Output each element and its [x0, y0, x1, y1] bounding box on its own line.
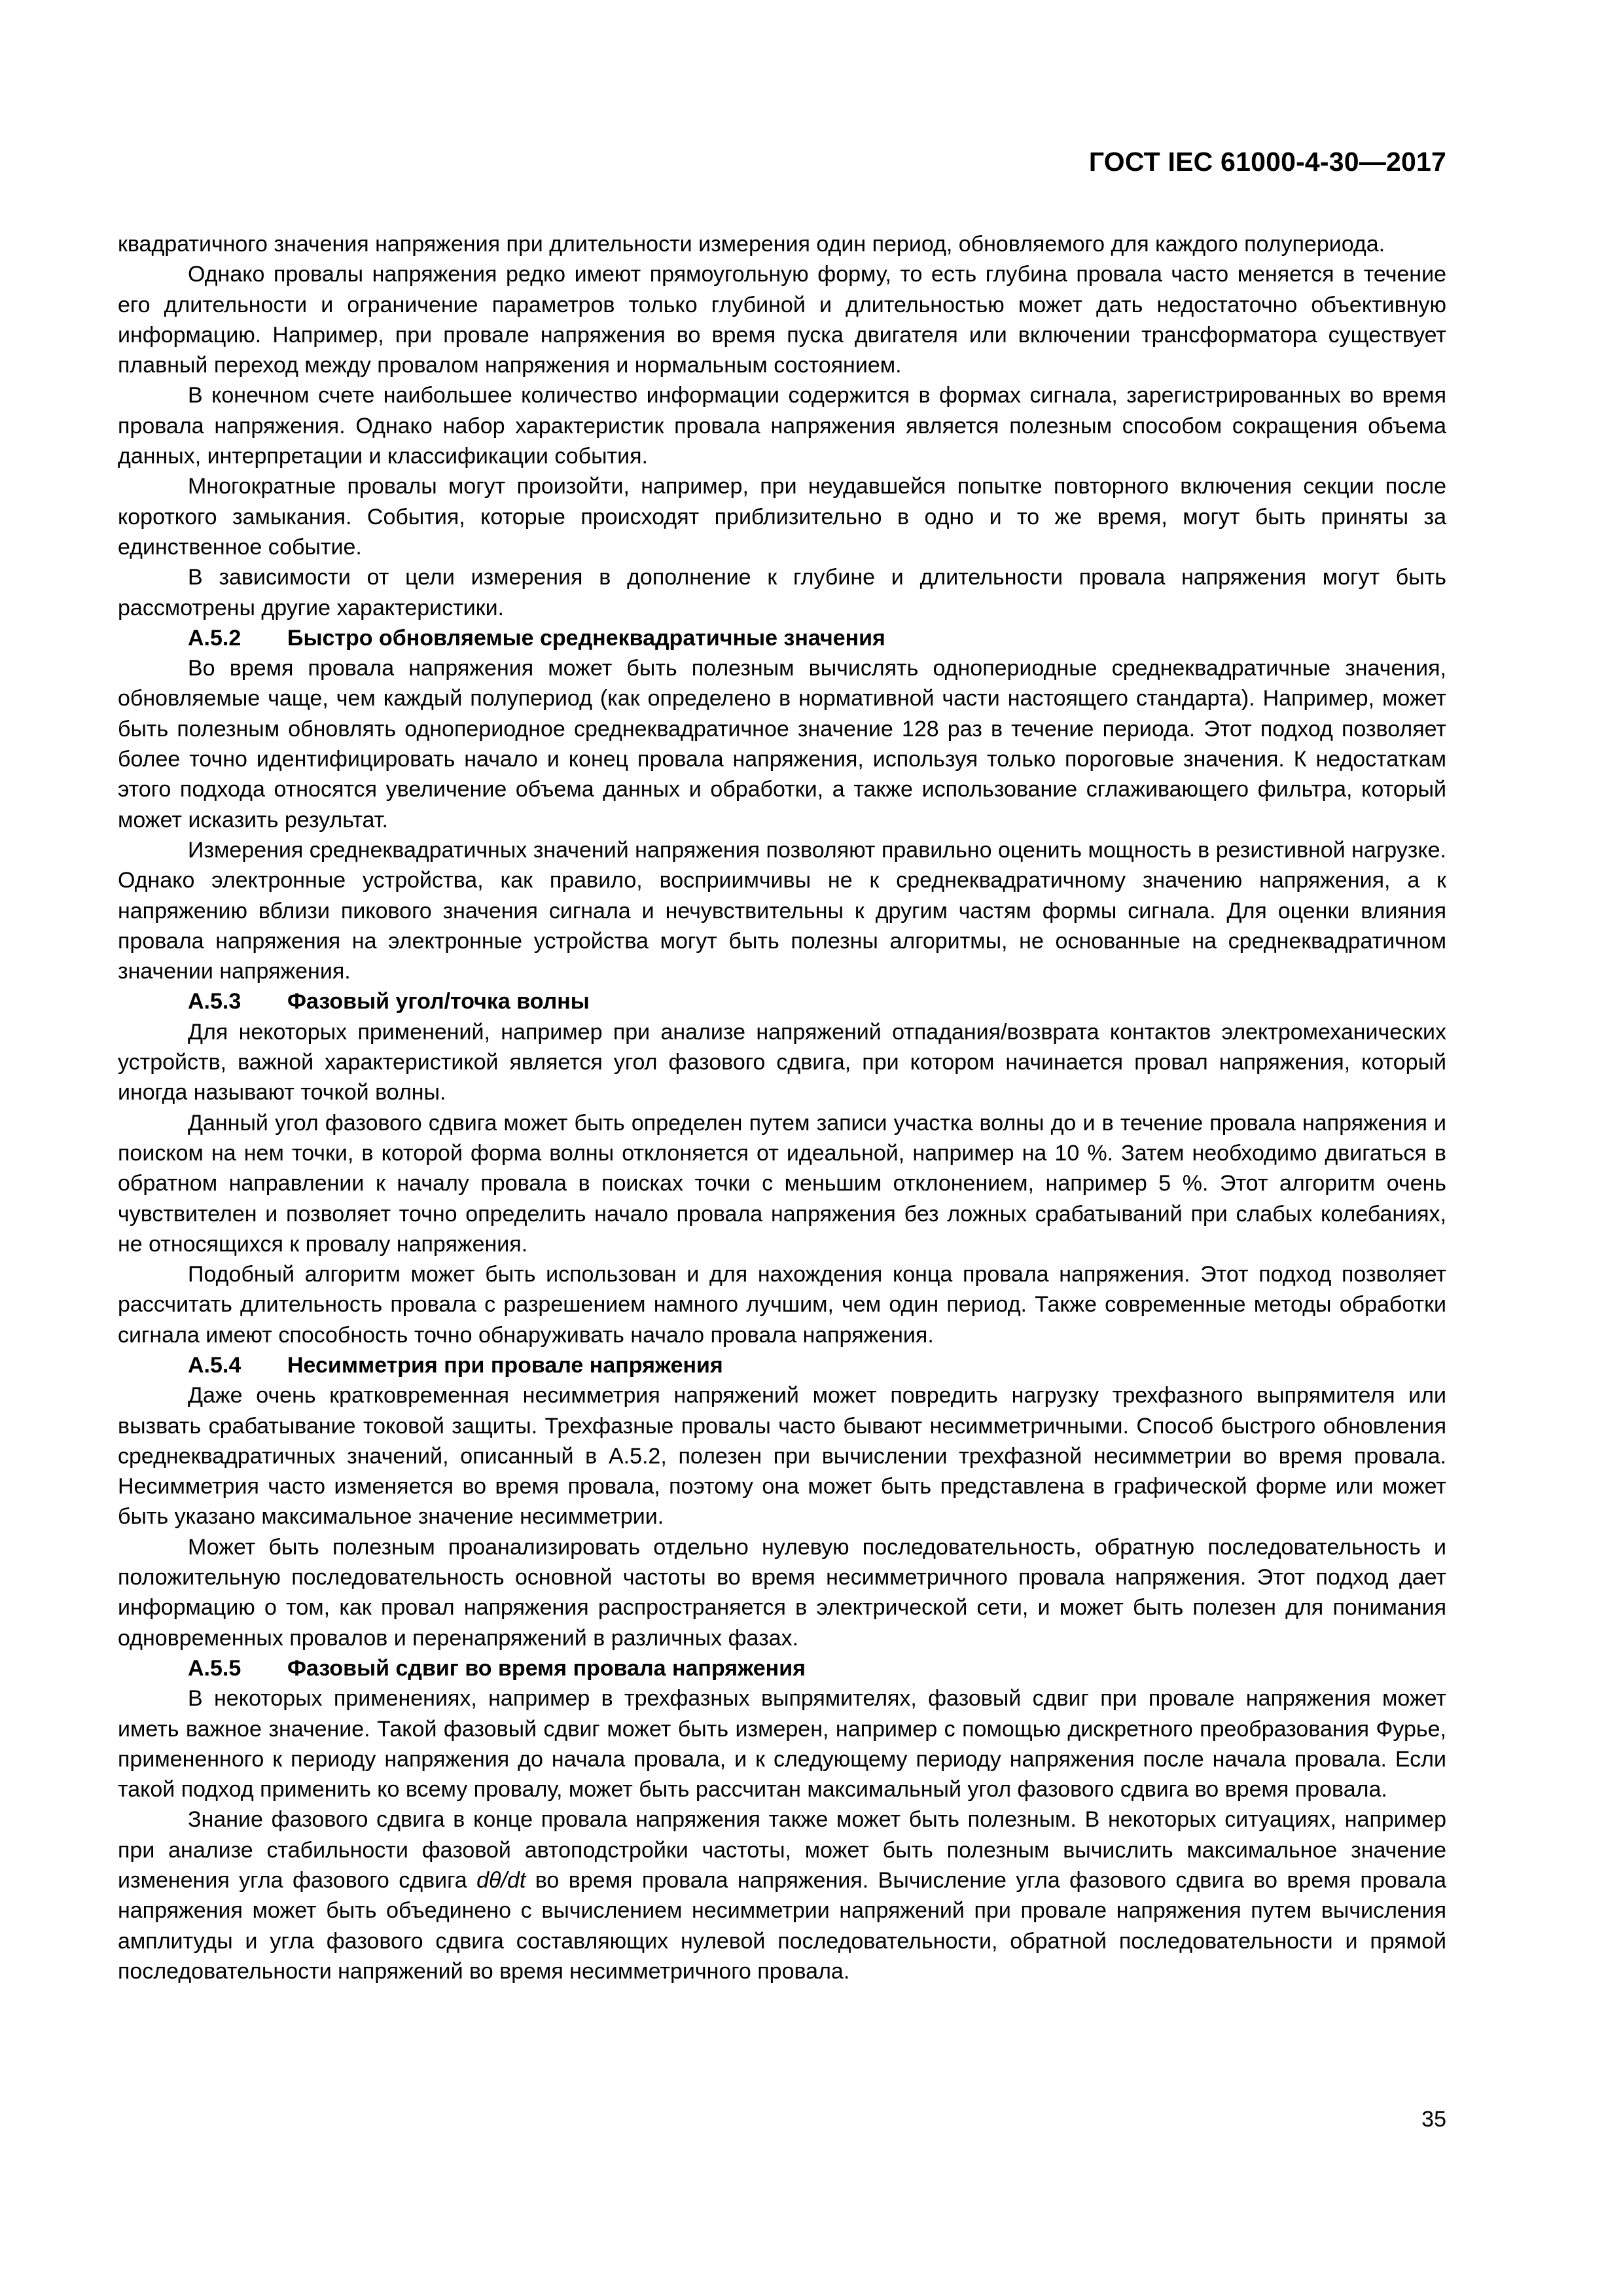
formula-dtheta-dt: dθ/dt: [476, 1868, 526, 1893]
paragraph: Для некоторых применений, например при анализе напряжений отпадания/возврата контактов электромеханических устройств, важной характеристикой является угол фазового сдвига, при котором начинается провал напряжения, который иногда называют точкой волны.: [118, 1019, 1446, 1105]
paragraph: Во время провала напряжения может быть полезным вычислять однопериодные среднеквадратичные значения, обновляемые чаще, чем каждый полупериод (как определено в нормативной части настоящего стандарта). Например, может быть полезным обновлять однопериодное среднеквадратичное значение 128 раз в течение периода. Этот подход позволяет более точно идентифицировать начало и конец провала напряжения, используя только пороговые значения. К недостаткам этого подхода относятся увеличение объема данных и обработки, а также использование сглаживающего фильтра, который может исказить результат.: [118, 656, 1446, 833]
paragraph-text: Знание фазового сдвига в конце провала напряжения также может быть полезным. В некоторых ситуациях, например при анализе стабильности фазовой автоподстройки частоты, может быть полезным вычислить максимальное значение изменения угла фазового сдвига: [118, 1807, 1446, 1893]
section-number: А.5.5: [188, 1655, 241, 1681]
paragraph: Даже очень кратковременная несимметрия напряжений может повредить нагрузку трехфазного выпрямителя или вызвать срабатывание токовой защиты. Трехфазные провалы часто бывают несимметричными. Способ быстрого обновления среднеквадратичных значений, описанный в А.5.2, полезен при вычислении трехфазной несимметрии во время провала. Несимметрия часто изменяется во время провала, поэтому она может быть представлена в графической форме или может быть указано максимальное значение несимметрии.: [118, 1383, 1446, 1530]
section-heading-a54: [118, 1350, 1446, 1380]
section-title: Быстро обновляемые среднеквадратичные значения: [287, 625, 885, 651]
paragraph: Может быть полезным проанализировать отдельно нулевую последовательность, обратную последовательность и положительную последовательность основной частоты во время несимметричного провала напряжения. Этот подход дает информацию о том, как провал напряжения распространяется в электрической сети, и может быть полезен для понимания одновременных провалов и перенапряжений в различных фазах.: [118, 1534, 1446, 1651]
paragraph: Измерения среднеквадратичных значений напряжения позволяют правильно оценить мощность в резистивной нагрузке. Однако электронные устройства, как правило, восприимчивы не к среднеквадратичному значению напряжения, а к напряжению вблизи пикового значения сигнала и нечувствительны к другим частям формы сигнала. Для оценки влияния провала напряжения на электронные устройства могут быть полезны алгоритмы, не основанные на среднеквадратичном значении напряжения.: [118, 837, 1446, 984]
paragraph-text: во время провала напряжения. Вычисление угла фазового сдвига во время провала напряжения может быть объединено с вычислением несимметрии напряжений при провале напряжения путем вычисления амплитуды и угла фазового сдвига составляющих нулевой последовательности, обратной последовательности и прямой последовательности напряжений во время несимметричного провала.: [118, 1868, 1447, 1984]
paragraph: В некоторых применениях, например в трехфазных выпрямителях, фазовый сдвиг при провале напряжения может иметь важное значение. Такой фазовый сдвиг может быть измерен, например с помощью дискретного преобразования Фурье, примененного к периоду напряжения до начала провала, и к следующему периоду напряжения после начала провала. Если такой подход применить ко всему провалу, может быть рассчитан максимальный угол фазового сдвига во время провала.: [118, 1686, 1446, 1803]
section-heading-a53: [118, 986, 1446, 1016]
standard-designation: ГОСТ IEC 61000-4-30—2017: [1088, 147, 1446, 177]
section-number: А.5.3: [188, 989, 241, 1014]
section-heading-a55: [118, 1653, 1446, 1683]
paragraph: Данный угол фазового сдвига может быть определен путем записи участка волны до и в течение провала напряжения и поиском на нем точки, в которой форма волны отклоняется от идеальной, например на 10 %. Затем необходимо двигаться в обратном направлении к началу провала в поисках точки с меньшим отклонением, например 5 %. Этот алгоритм очень чувствителен и позволяет точно определить начало провала напряжения без ложных срабатываний при слабых колебаниях, не относящихся к провалу напряжения.: [118, 1110, 1446, 1257]
paragraph: Многократные провалы могут произойти, например, при неудавшейся попытке повторного включения секции после короткого замыкания. События, которые происходят приблизительно в одно и то же время, могут быть приняты за единственное событие.: [118, 474, 1446, 560]
section-title: Фазовый угол/точка волны: [287, 989, 590, 1014]
paragraph: квадратичного значения напряжения при длительности измерения один период, обновляемого для каждого полупериода.: [118, 232, 1385, 257]
section-title: Несимметрия при провале напряжения: [287, 1352, 723, 1378]
section-number: А.5.4: [188, 1352, 241, 1378]
paragraph: Подобный алгоритм может быть использован и для нахождения конца провала напряжения. Этот подход позволяет рассчитать длительность провала с разрешением намного лучшим, чем один период. Также современные методы обработки сигнала имеют способность точно обнаруживать начало провала напряжения.: [118, 1262, 1446, 1348]
paragraph: Однако провалы напряжения редко имеют прямоугольную форму, то есть глубина провала часто меняется в течение его длительности и ограничение параметров только глубиной и длительностью может дать недостаточно объективную информацию. Например, при провале напряжения во время пуска двигателя или включении трансформатора существует плавный переход между провалом напряжения и нормальным состоянием.: [118, 262, 1446, 378]
paragraph: [118, 1804, 1446, 1986]
page-number: 35: [1421, 2107, 1446, 2132]
section-heading-a52: [118, 623, 1446, 653]
paragraph: В конечном счете наибольшее количество информации содержится в формах сигнала, зарегистрированных во время провала напряжения. Однако набор характеристик провала напряжения является полезным способом сокращения объема данных, интерпретации и классификации события.: [118, 383, 1446, 469]
paragraph: В зависимости от цели измерения в дополнение к глубине и длительности провала напряжения могут быть рассмотрены другие характеристики.: [118, 565, 1446, 620]
document-body: [118, 229, 1446, 1986]
section-title: Фазовый сдвиг во время провала напряжения: [287, 1655, 806, 1681]
section-number: А.5.2: [188, 625, 241, 651]
